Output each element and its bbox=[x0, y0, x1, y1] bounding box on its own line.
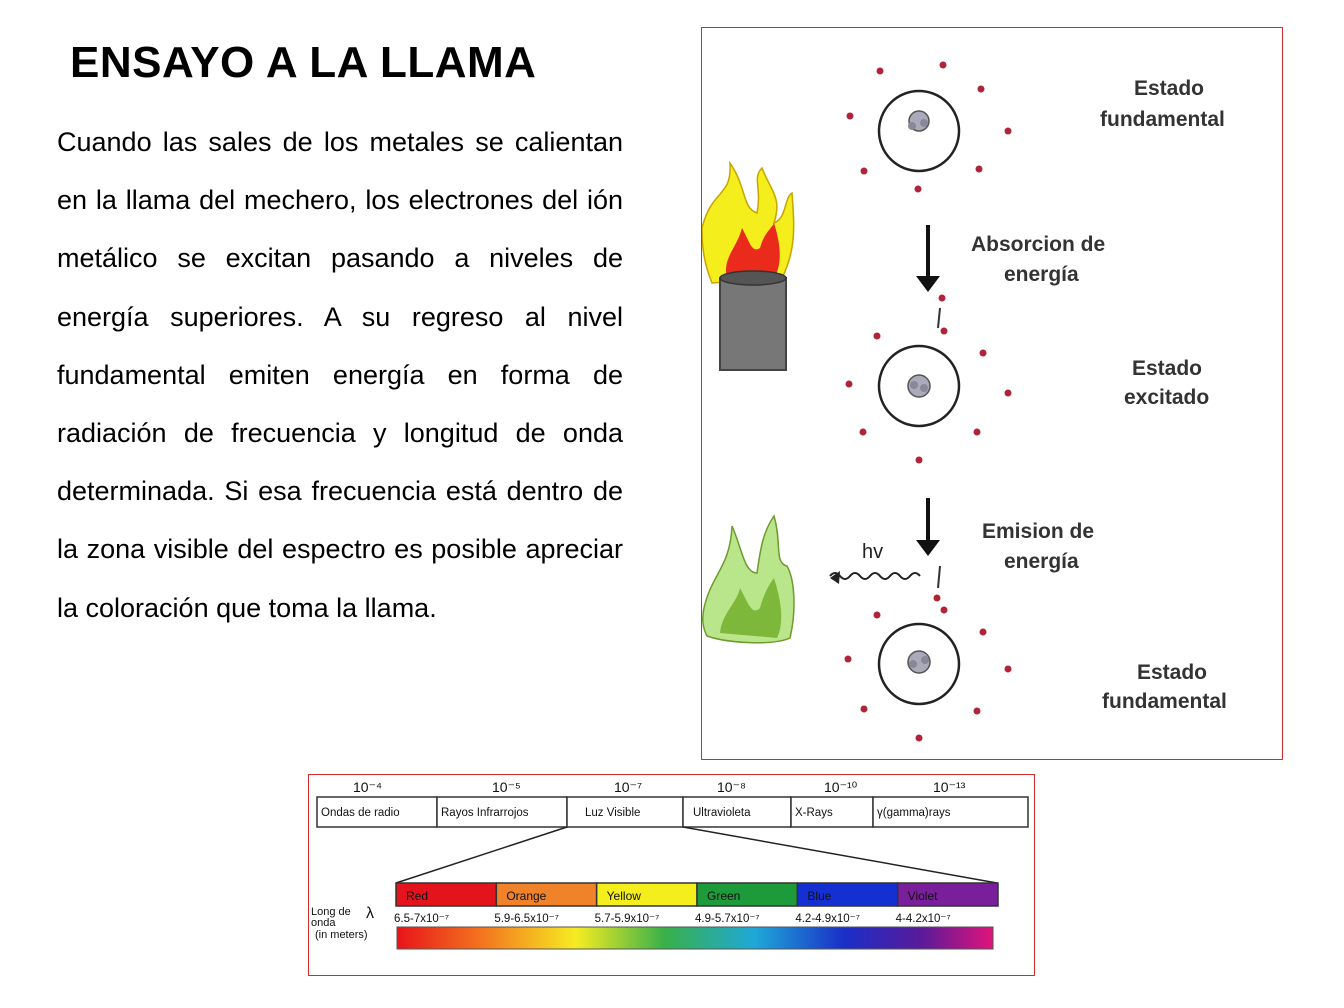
electromagnetic-spectrum-diagram bbox=[308, 774, 1035, 976]
exponent-3: 10⁻⁷ bbox=[614, 779, 643, 795]
color-band-label: Violet bbox=[907, 889, 938, 903]
state3-line2: fundamental bbox=[1102, 690, 1227, 713]
wavelength-range-label: 6.5-7x10⁻⁷ bbox=[394, 913, 449, 925]
visible-color-bands bbox=[396, 883, 998, 906]
arrow2-line1: Emision de bbox=[982, 520, 1095, 543]
exponent-6: 10⁻¹³ bbox=[933, 779, 966, 795]
state2-line2: excitado bbox=[1124, 386, 1210, 409]
region-infrared: Rayos Infrarrojos bbox=[441, 807, 529, 819]
electron-transition-illustration bbox=[702, 28, 1282, 759]
color-band-label: Yellow bbox=[606, 889, 641, 903]
lambda-symbol: λ bbox=[366, 905, 374, 922]
color-band-label: Green bbox=[707, 889, 741, 903]
atom-ground-state-1 bbox=[847, 62, 1012, 193]
color-band-label: Orange bbox=[506, 889, 547, 903]
region-gamma: γ(gamma)rays bbox=[877, 807, 951, 819]
axis-label-line2: onda bbox=[311, 917, 336, 929]
state1-line2: fundamental bbox=[1100, 108, 1225, 131]
exponent-5: 10⁻¹⁰ bbox=[824, 779, 858, 795]
arrow1-line1: Absorcion de bbox=[971, 233, 1106, 256]
region-radio: Ondas de radio bbox=[321, 807, 400, 819]
state3-line1: Estado bbox=[1137, 661, 1208, 684]
color-band-label: Blue bbox=[807, 889, 832, 903]
slide-title: ENSAYO A LA LLAMA bbox=[70, 38, 537, 87]
arrow2-line2: energía bbox=[1004, 550, 1079, 573]
green-flame-icon bbox=[703, 516, 794, 643]
wavelength-range-label: 4-4.2x10⁻⁷ bbox=[895, 913, 951, 925]
wavelength-ranges bbox=[394, 913, 951, 925]
flame-test-diagram bbox=[701, 27, 1283, 760]
emission-arrow bbox=[830, 498, 941, 602]
wavelength-range-label: 5.9-6.5x10⁻⁷ bbox=[494, 913, 559, 925]
state2-line1: Estado bbox=[1132, 357, 1203, 380]
axis-label-line3: (in meters) bbox=[315, 929, 368, 941]
exponent-1: 10⁻⁴ bbox=[353, 779, 382, 795]
color-band-label: Red bbox=[406, 889, 429, 903]
atom-ground-state-2 bbox=[845, 607, 1012, 742]
state1-line1: Estado bbox=[1134, 77, 1205, 100]
region-ultraviolet: Ultravioleta bbox=[693, 807, 751, 819]
burner-flame-icon bbox=[702, 163, 794, 370]
exponent-2: 10⁻⁵ bbox=[492, 779, 521, 795]
spectrum-illustration bbox=[309, 775, 1034, 975]
wavelength-range-label: 4.9-5.7x10⁻⁷ bbox=[695, 913, 760, 925]
explanation-paragraph: Cuando las sales de los metales se calientan en la llama del mechero, los electrones del ión metálico se excitan pasando a niveles de energía superiores. A su regreso al nivel fundamental emiten energía en forma de radiación de frecuencia y longitud de onda determinada. Si esa frecuencia está dentro de la zona visible del espectro es posible apreciar la coloración que toma la llama. bbox=[57, 127, 623, 623]
arrow1-line2: energía bbox=[1004, 263, 1079, 286]
continuous-spectrum-bar bbox=[397, 927, 993, 949]
wavelength-range-label: 4.2-4.9x10⁻⁷ bbox=[795, 913, 860, 925]
photon-label: hv bbox=[862, 541, 884, 563]
region-visible: Luz Visible bbox=[585, 807, 641, 819]
axis-label-line1: Long de bbox=[311, 906, 351, 918]
atom-excited-state bbox=[846, 328, 1012, 464]
region-xrays: X-Rays bbox=[795, 807, 833, 819]
exponent-4: 10⁻⁸ bbox=[717, 779, 746, 795]
absorption-arrow bbox=[916, 225, 946, 328]
wavelength-range-label: 5.7-5.9x10⁻⁷ bbox=[594, 913, 660, 925]
